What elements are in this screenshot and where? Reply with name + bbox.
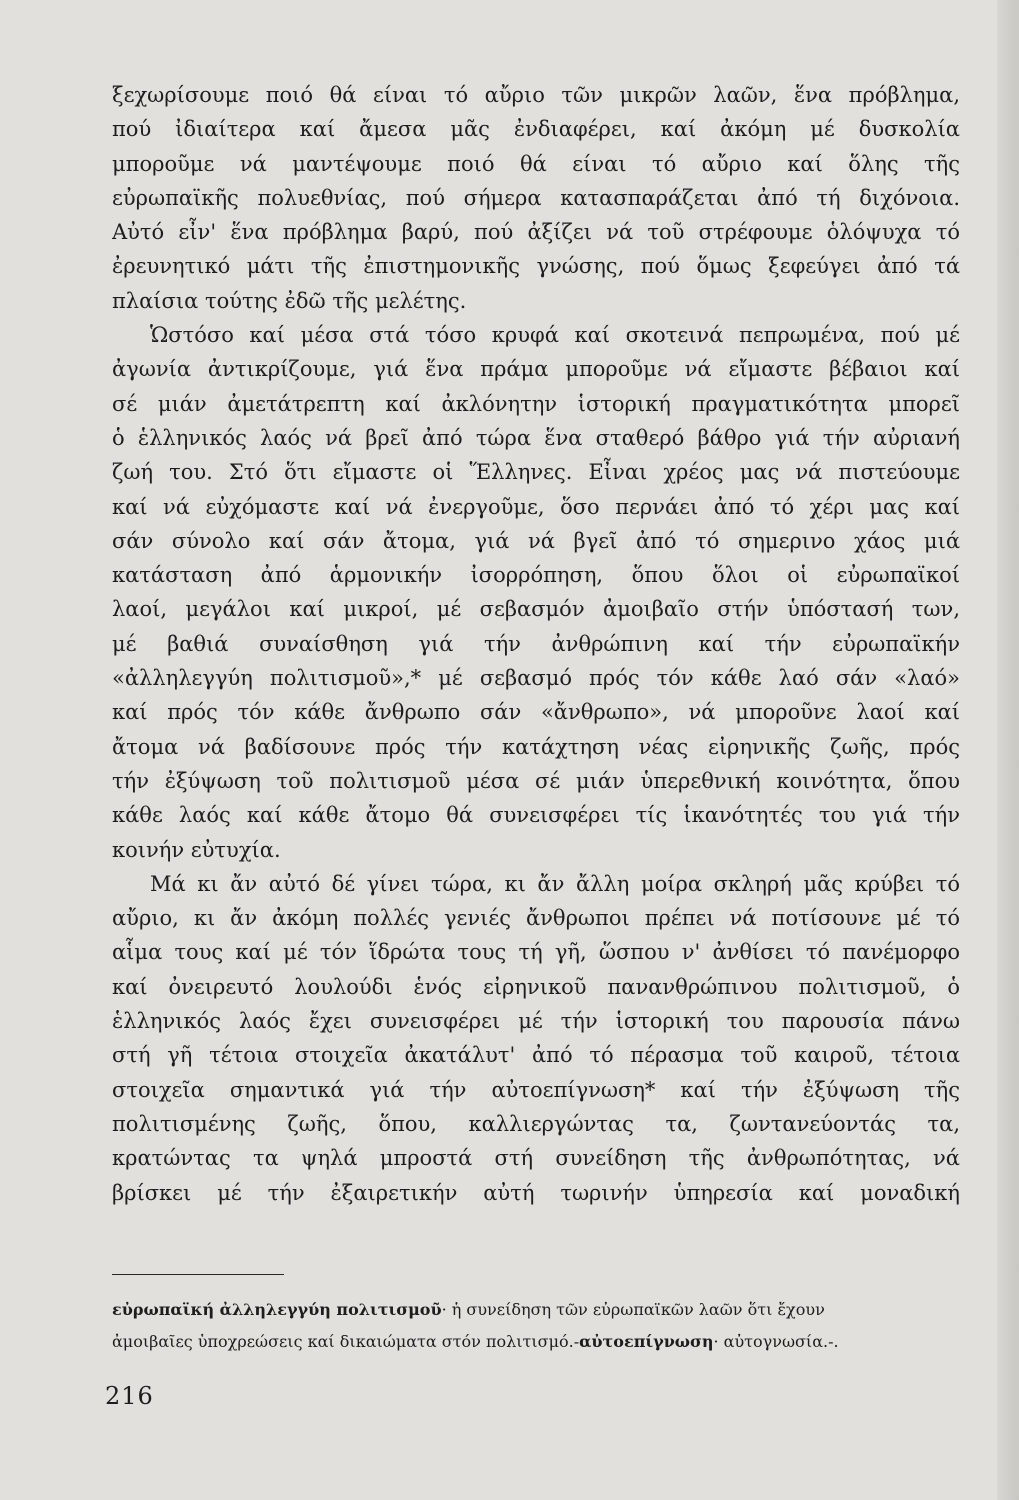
text-line: στοιχεῖα σημαντικά γιά τήν αὐτοεπίγνωση* καί τήν ἐξύψωση τῆς (112, 1077, 960, 1102)
text-line: ἄτομα νά βαδίσουνε πρός τήν κατάχτηση νέας εἰρηνικῆς ζωῆς, πρός (112, 734, 960, 759)
page-edge (997, 0, 1019, 1500)
footnote-definition: · αὐτογνωσία.-. (713, 1332, 839, 1351)
text-line: κοινήν εὐτυχία. (112, 837, 281, 862)
main-text (112, 78, 960, 1210)
text-line: Αὐτό εἶν' ἕνα πρόβλημα βαρύ, πού ἀξίζει νά τοῦ στρέφουμε ὁλόψυχα τό (112, 220, 960, 245)
text-line: ὁ ἑλληνικός λαός νά βρεῖ ἀπό τώρα ἕνα σταθερό βάθρο γιά τήν αὐριανή (112, 425, 960, 450)
text-line: βρίσκει μέ τήν ἐξαιρετικήν αὐτή τωρινήν ὑπηρεσία καί μοναδική (112, 1180, 960, 1205)
text-line: αὔριο, κι ἄν ἀκόμη πολλές γενιές ἄνθρωποι πρέπει νά ποτίσουνε μέ τό (112, 906, 960, 931)
text-line: «ἀλληλεγγύη πολιτισμοῦ»,* μέ σεβασμό πρός τόν κάθε λαό σάν «λαό» (112, 666, 960, 691)
text-line: στή γῆ τέτοια στοιχεῖα ἀκατάλυτ' ἀπό τό πέρασμα τοῦ καιροῦ, τέτοια (112, 1043, 960, 1068)
footnote-definition: · ἡ συνείδηση τῶν εὐρωπαϊκῶν λαῶν ὅτι ἔχουν (441, 1300, 825, 1319)
text-line: τήν ἐξύψωση τοῦ πολιτισμοῦ μέσα σέ μιάν ὑπερεθνική κοινότητα, ὅπου (112, 768, 960, 793)
text-line: πλαίσια τούτης ἐδῶ τῆς μελέτης. (112, 288, 467, 313)
text-line: ζωή του. Στό ὅτι εἴμαστε οἱ Ἕλληνες. Εἶναι χρέος μας νά πιστεύουμε (112, 460, 960, 485)
text-line: πού ἰδιαίτερα καί ἄμεσα μᾶς ἐνδιαφέρει, καί ἀκόμη μέ δυσκολία (112, 117, 960, 142)
footnote-rule (112, 1274, 284, 1275)
text-line: σέ μιάν ἀμετάτρεπτη καί ἀκλόνητην ἱστορική πραγματικότητα μπορεῖ (112, 391, 960, 416)
page-number: 216 (105, 1382, 154, 1410)
text-line: κατάσταση ἀπό ἁρμονικήν ἰσορρόπηση, ὅπου ὅλοι οἱ εὐρωπαϊκοί (112, 563, 960, 588)
text-line: καί ὀνειρευτό λουλούδι ἑνός εἰρηνικοῦ πανανθρώπινου πολιτισμοῦ, ὁ (112, 974, 960, 999)
text-line: Ὡστόσο καί μέσα στά τόσο κρυφά καί σκοτεινά πεπρωμένα, πού μέ (150, 323, 960, 348)
text-line: αἷμα τους καί μέ τόν ἵδρώτα τους τή γῆ, ὥσπου ν' ἀνθίσει τό πανέμορφο (112, 940, 960, 965)
text-line: σάν σύνολο καί σάν ἄτομα, γιά νά βγεῖ ἀπό τό σημερινο χάος μιά (112, 528, 960, 553)
footnote-line (112, 1326, 960, 1358)
text-line: πολιτισμένης ζωῆς, ὅπου, καλλιεργώντας τα, ζωντανεύοντάς τα, (112, 1111, 960, 1136)
text-line: κρατώντας τα ψηλά μπροστά στή συνείδηση τῆς ἀνθρωπότητας, νά (112, 1146, 960, 1171)
text-line: ἀγωνία ἀντικρίζουμε, γιά ἕνα πράμα μποροῦμε νά εἴμαστε βέβαιοι καί (112, 357, 960, 382)
text-line: ἑλληνικός λαός ἔχει συνεισφέρει μέ τήν ἱστορική του παρουσία πάνω (112, 1009, 960, 1034)
text-line: καί πρός τόν κάθε ἄνθρωπο σάν «ἄνθρωπο», νά μποροῦνε λαοί καί (112, 700, 960, 725)
footnote-term: αὐτοεπίγνωση (579, 1332, 714, 1351)
text-line: καί νά εὐχόμαστε καί νά ἐνεργοῦμε, ὅσο περνάει ἀπό τό χέρι μας καί (112, 494, 960, 519)
footnote-definition: ἀμοιβαῖες ὑποχρεώσεις καί δικαιώματα στόν πολιτισμό.- (112, 1332, 580, 1351)
footnote-term: εὐρωπαϊκή ἀλληλεγγύη πολιτισμοῦ (112, 1300, 442, 1319)
text-line: Μά κι ἄν αὐτό δέ γίνει τώρα, κι ἄν ἄλλη μοίρα σκληρή μᾶς κρύβει τό (150, 871, 960, 896)
text-line: λαοί, μεγάλοι καί μικροί, μέ σεβασμόν ἀμοιβαῖο στήν ὑπόστασή των, (112, 597, 960, 622)
text-line: κάθε λαός καί κάθε ἄτομο θά συνεισφέρει τίς ἱκανότητές του γιά τήν (112, 803, 960, 828)
text-line: ξεχωρίσουμε ποιό θά είναι τό αὔριο τῶν μικρῶν λαῶν, ἕνα πρόβλημα, (112, 83, 960, 107)
footnotes (112, 1294, 960, 1358)
text-line: μέ βαθιά συναίσθηση γιά τήν ἀνθρώπινη καί τήν εὐρωπαϊκήν (112, 631, 960, 656)
text-line: μποροῦμε νά μαντέψουμε ποιό θά είναι τό αὔριο καί ὅλης τῆς (112, 151, 960, 176)
footnote-line (112, 1294, 960, 1326)
text-line: ἐρευνητικό μάτι τῆς ἐπιστημονικῆς γνώσης, πού ὅμως ξεφεύγει ἀπό τά (112, 254, 960, 279)
text-line: εὐρωπαϊκῆς πολυεθνίας, πού σήμερα κατασπαράζεται ἀπό τή διχόνοια. (112, 185, 960, 210)
